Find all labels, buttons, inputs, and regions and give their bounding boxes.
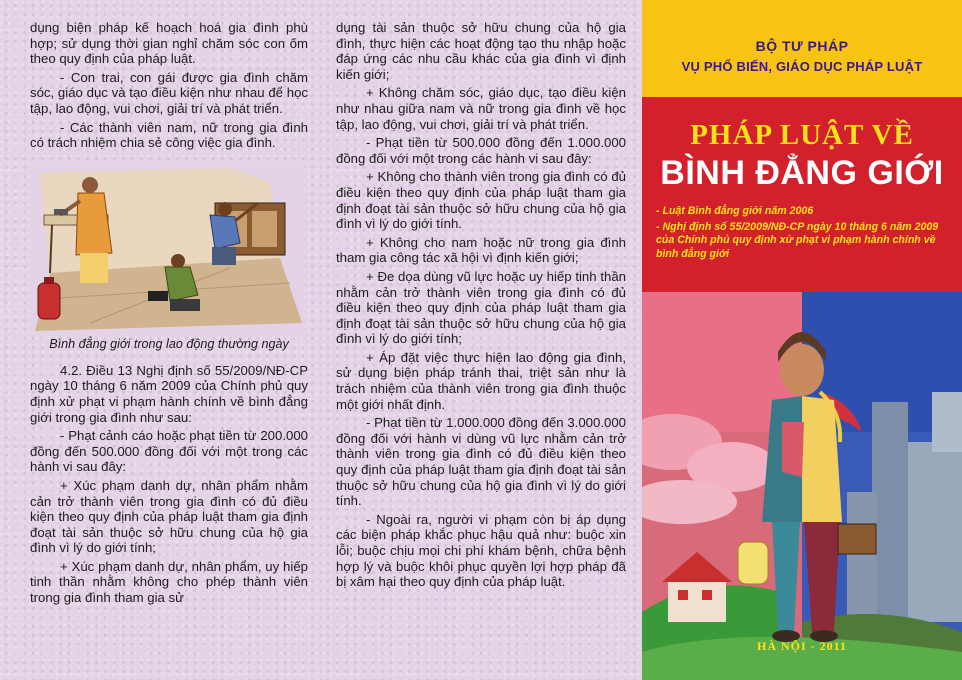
middle-paragraph-2: + Không chăm sóc, giáo dục, tạo điều kiện như nhau giữa nam và nữ trong gia đình về học tập, lao động, vui chơi, giải trí và phát triển. <box>336 85 626 132</box>
cover-place-year: HÀ NỘI - 2011 <box>756 639 847 653</box>
middle-paragraph-1: dụng tài sản thuộc sở hữu chung của hộ gia đình, thực hiện các hoạt động tạo thu nhập hoặc đáp ứng các nhu cầu khác của gia đình vì định kiến giới; <box>336 20 626 82</box>
department-name: VỤ PHỔ BIẾN, GIÁO DỤC PHÁP LUẬT <box>681 59 923 74</box>
cover-artwork <box>642 292 962 680</box>
middle-paragraph-8: - Phạt tiền từ 1.000.000 đồng đến 3.000.000 đồng đối với hành vi dùng vũ lực nhằm cản trở thành viên trong gia đình có đủ điều kiện theo quy định của pháp luật tham gia định đoạt tài sản thuộc sở hữu chung của hộ gia đình vì lý do giới tính. <box>336 415 626 509</box>
middle-paragraph-6: + Đe dọa dùng vũ lực hoặc uy hiếp tinh thần nhằm cản trở thành viên trong gia đình có đủ điều kiện theo quy định của pháp luật tham gia định đoạt tài sản thuộc sở hữu chung của hộ gia đình vì lý do giới tính; <box>336 268 626 347</box>
left-paragraph-4: 4.2. Điều 13 Nghị định số 55/2009/NĐ-CP ngày 10 tháng 6 năm 2009 của Chính phủ quy định xử phạt vi phạm hành chính về bình đẳng giới trong gia đình như sau: <box>30 362 308 425</box>
cover-header-band <box>642 0 962 97</box>
left-column <box>0 0 322 680</box>
middle-column <box>322 0 642 680</box>
left-paragraph-2: - Con trai, con gái được gia đình chăm sóc, giáo dục và tạo điều kiện như nhau để học tập, lao động, vui chơi, giải trí và phát triển. <box>30 69 308 116</box>
cover-title-line1: PHÁP LUẬT VỀ <box>690 119 914 151</box>
legal-references <box>642 193 962 261</box>
ministry-name: BỘ TƯ PHÁP <box>755 38 849 54</box>
cover-title-line2: BÌNH ĐẲNG GIỚI <box>660 154 944 192</box>
cover-panel <box>642 0 962 680</box>
middle-paragraph-4: + Không cho thành viên trong gia đình có đủ điều kiện theo quy định của pháp luật tham gia định đoạt tài sản thuộc sở hữu chung của hộ gia đình vì lý do giới tính. <box>336 169 626 232</box>
middle-paragraph-7: + Áp đặt việc thực hiện lao động gia đình, sử dụng biện pháp tránh thai, triệt sản như là trách nhiệm của thành viên trong gia đình thuộc một giới nhất định. <box>336 349 626 412</box>
left-paragraph-6: + Xúc phạm danh dự, nhân phẩm nhằm cản trở thành viên trong gia đình có đủ điều kiện theo quy định của pháp luật tham gia định đoạt tài sản thuộc sở hữu chung của hộ gia đình vì lý do giới tính; <box>30 477 308 556</box>
left-paragraph-5: - Phạt cảnh cáo hoặc phạt tiền từ 200.000 đồng đến 500.000 đồng đối với một trong các hành vi sau đây: <box>30 428 308 475</box>
left-paragraph-3: - Các thành viên nam, nữ trong gia đình có trách nhiệm chia sẻ công việc gia đình. <box>30 119 308 151</box>
left-paragraph-7: + Xúc phạm danh dự, nhân phẩm, uy hiếp tinh thần nhằm không cho phép thành viên trong gia đình tham gia sử <box>30 558 308 606</box>
left-paragraph-1: dụng biện pháp kế hoạch hoá gia đình phù hợp; sử dụng thời gian nghỉ chăm sóc con ốm theo quy định của pháp luật. <box>30 20 308 67</box>
illustration-caption: Bình đẳng giới trong lao động thường ngày <box>49 336 289 351</box>
legal-ref-law: - Luật Bình đẳng giới năm 2006 <box>656 205 814 217</box>
middle-paragraph-5: + Không cho nam hoặc nữ trong gia đình tham gia công tác xã hội vì định kiến giới; <box>336 234 626 266</box>
household-chores-illustration <box>30 163 304 333</box>
legal-ref-decree: - Nghị định số 55/2009/NĐ-CP ngày 10 tháng 6 năm 2009 của Chính phủ quy định xử phạt vi phạm hành chính về bình đẳng giới <box>656 220 939 260</box>
cover-title-band <box>642 97 962 292</box>
middle-paragraph-9: - Ngoài ra, người vi phạm còn bị áp dụng các biện pháp khắc phục hậu quả như: buộc xin lỗi; buộc chịu mọi chi phí khám bệnh, chữa bệnh hợp lý và buộc khôi phục quyền lợi hợp pháp đã bị xâm hại theo quy định của pháp luật. <box>336 511 626 590</box>
middle-paragraph-3: - Phạt tiền từ 500.000 đồng đến 1.000.000 đồng đối với một trong các hành vi sau đây: <box>336 135 626 166</box>
